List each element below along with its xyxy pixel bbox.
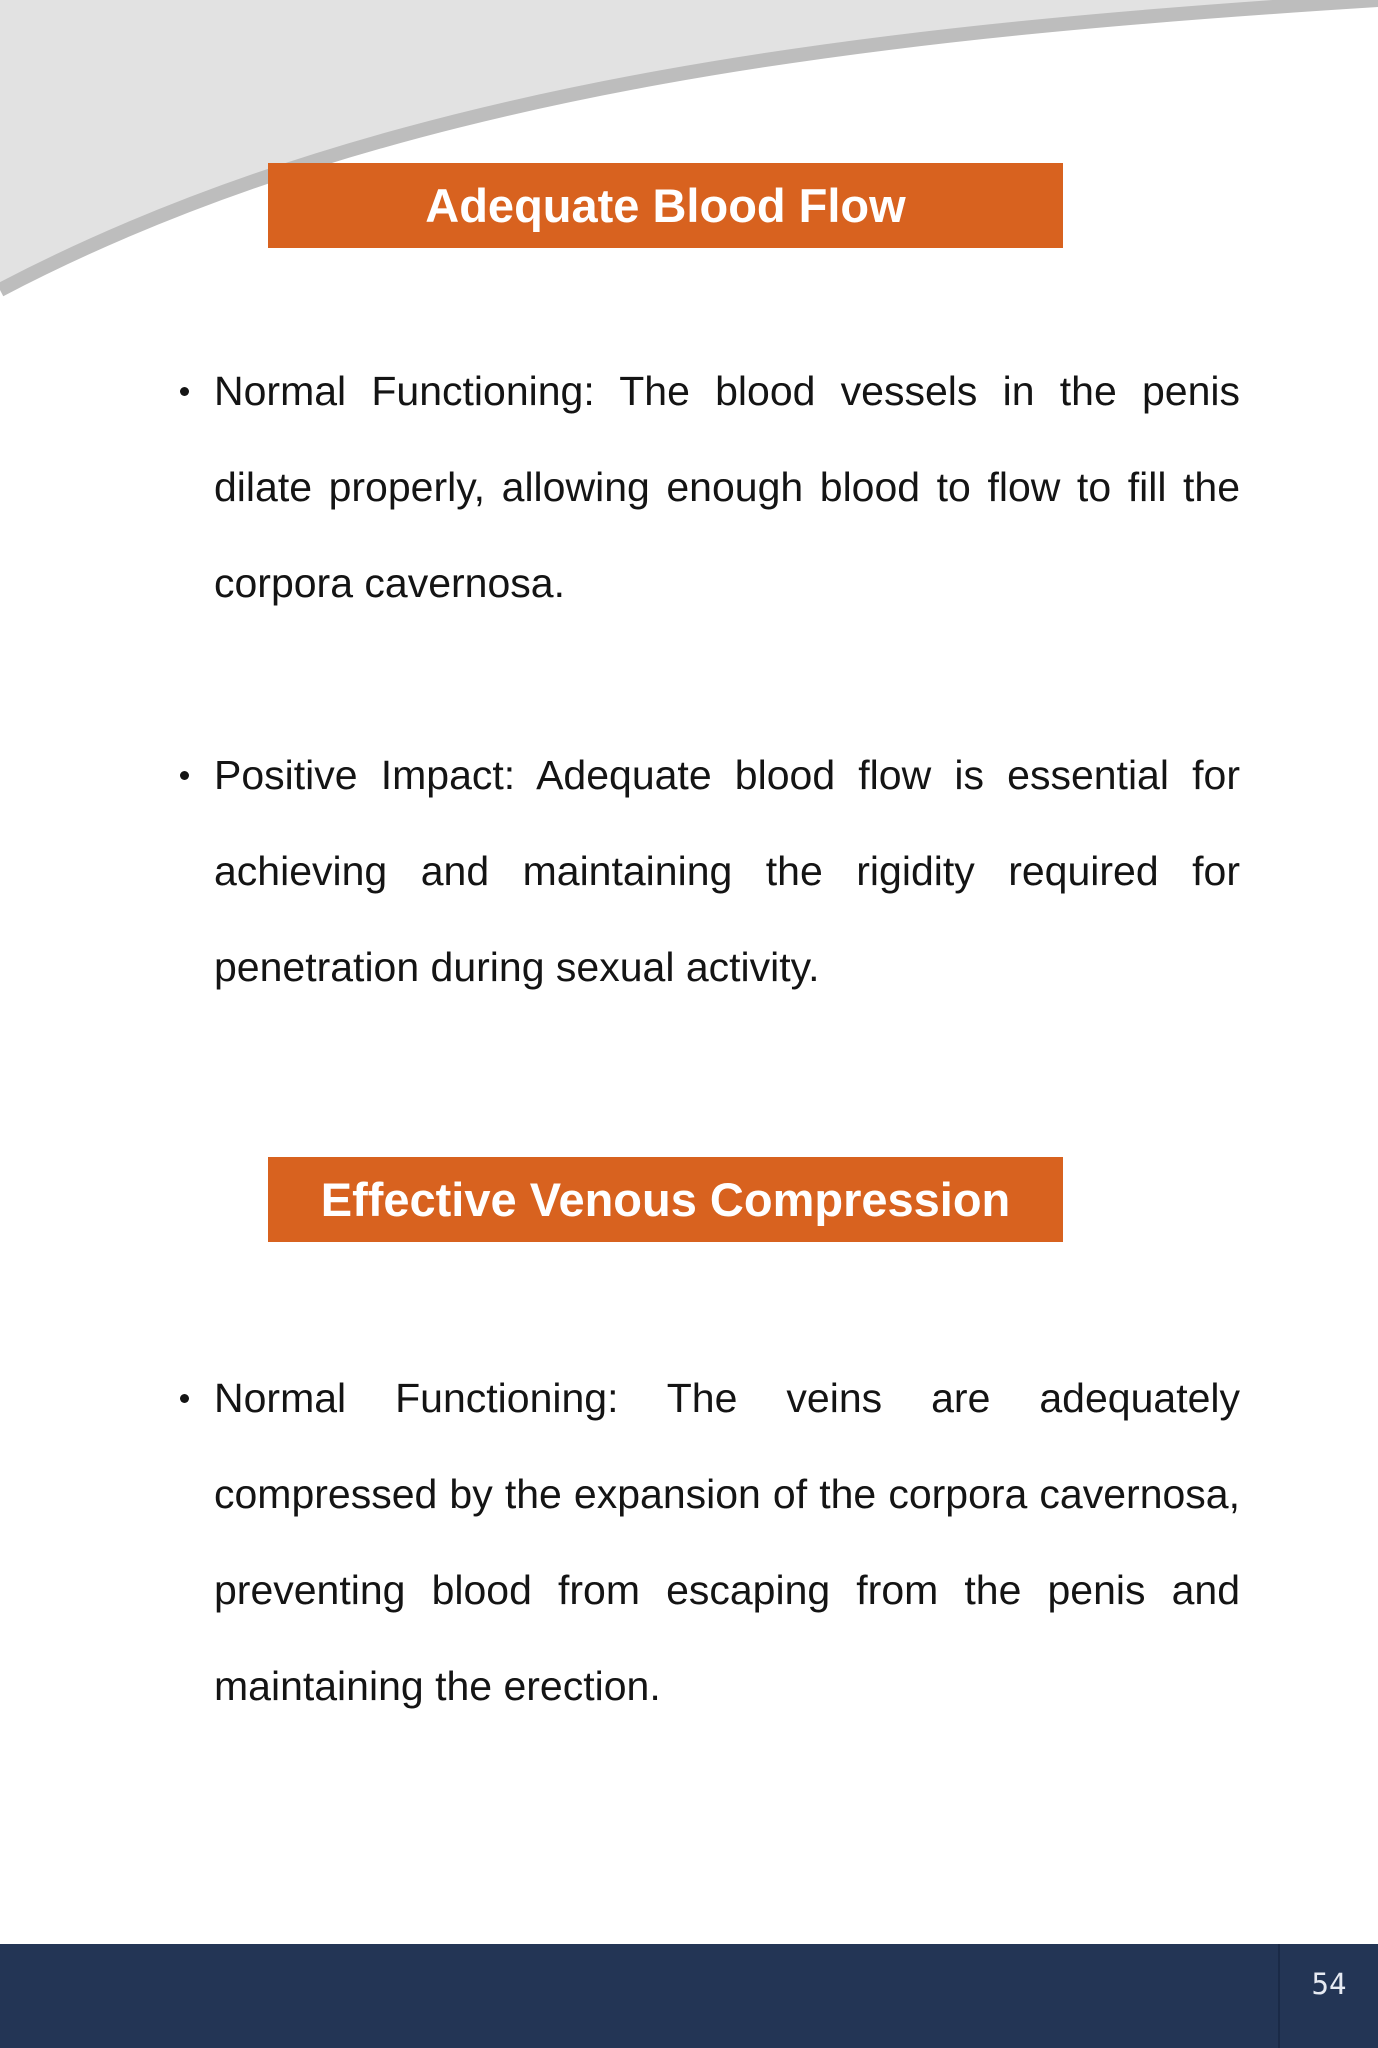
bullet-list-blood-flow: [170, 343, 1240, 631]
bullet-item: [170, 1350, 1240, 1734]
section-heading-venous-compression: Effective Venous Compression: [268, 1157, 1063, 1242]
bullet-text: Normal Functioning: The veins are adequately compressed by the expansion of the corpora cavernosa, preventing blood from escaping from the penis and maintaining the erection.: [214, 1375, 1240, 1709]
page-number: 54: [1311, 1967, 1347, 2001]
bullet-list-blood-flow-impact: [170, 727, 1240, 1015]
bullet-item: [170, 727, 1240, 1015]
bullet-dot-icon: [180, 1394, 189, 1403]
section-heading-blood-flow: Adequate Blood Flow: [268, 163, 1063, 248]
bullet-list-venous-compression: [170, 1350, 1240, 1734]
bullet-text: Normal Functioning: The blood vessels in the penis dilate properly, allowing enough blood to flow to fill the corpora cavernosa.: [214, 368, 1240, 606]
footer-bar: [0, 1944, 1378, 2048]
bullet-item: [170, 343, 1240, 631]
bullet-text: Positive Impact: Adequate blood flow is essential for achieving and maintaining the rigidity required for penetration during sexual activity.: [214, 752, 1240, 990]
bullet-dot-icon: [180, 387, 189, 396]
bullet-dot-icon: [180, 771, 189, 780]
decorative-top-swoosh: [0, 0, 1378, 300]
